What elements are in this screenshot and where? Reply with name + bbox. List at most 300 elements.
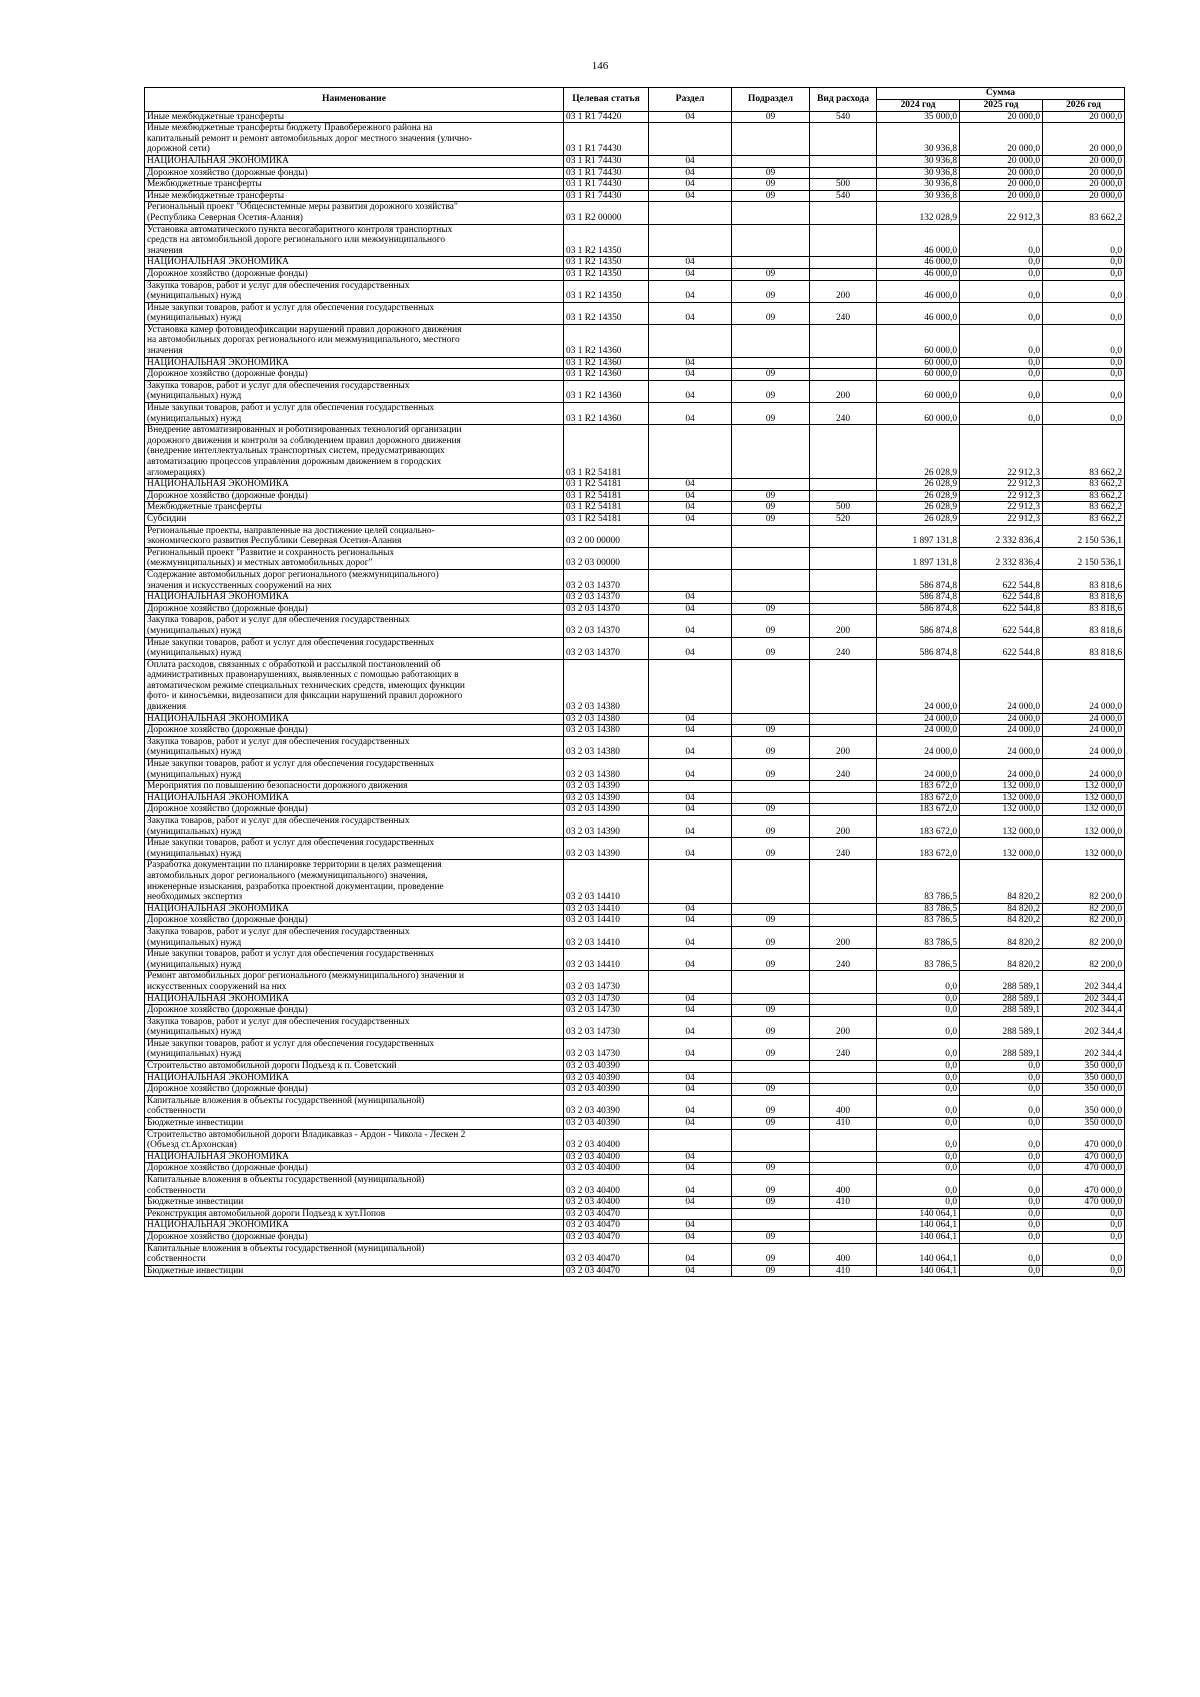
cell-sum-2024: 140 064,1	[877, 1208, 960, 1220]
cell-expense-type: 540	[810, 111, 877, 123]
cell-section: 04	[649, 759, 732, 781]
cell-subsection	[732, 155, 810, 167]
cell-target-article: 03 2 03 14380	[564, 725, 649, 737]
cell-sum-2026: 83 662,2	[1043, 425, 1125, 479]
cell-target-article: 03 2 03 14370	[564, 637, 649, 659]
cell-subsection	[732, 1129, 810, 1151]
cell-section: 04	[649, 1265, 732, 1277]
cell-expense-type	[810, 357, 877, 369]
table-row	[145, 490, 1125, 502]
cell-section: 04	[649, 155, 732, 167]
cell-expense-type	[810, 1208, 877, 1220]
page-number: 146	[591, 60, 609, 72]
cell-expense-type	[810, 123, 877, 156]
cell-name: Бюджетные инвестиции	[145, 1197, 564, 1209]
cell-expense-type: 200	[810, 380, 877, 402]
cell-sum-2026: 82 200,0	[1043, 860, 1125, 903]
cell-sum-2025: 20 000,0	[960, 190, 1043, 202]
cell-name: Установка автоматического пункта весогабаритного контроля транспортных средств на автомобильной дороге регионального или межмуниципального значения	[145, 224, 564, 257]
cell-sum-2026: 83 818,6	[1043, 569, 1125, 591]
cell-subsection: 09	[732, 302, 810, 324]
cell-sum-2025: 2 332 836,4	[960, 525, 1043, 547]
table-row	[145, 324, 1125, 357]
cell-expense-type	[810, 369, 877, 381]
cell-subsection: 09	[732, 949, 810, 971]
cell-expense-type	[810, 224, 877, 257]
cell-sum-2025: 84 820,2	[960, 860, 1043, 903]
cell-sum-2025: 622 544,8	[960, 637, 1043, 659]
cell-target-article: 03 1 R2 14360	[564, 369, 649, 381]
cell-sum-2026: 0,0	[1043, 257, 1125, 269]
cell-target-article: 03 1 R2 14350	[564, 268, 649, 280]
cell-sum-2025: 0,0	[960, 1095, 1043, 1117]
cell-target-article: 03 2 03 14730	[564, 971, 649, 993]
cell-section: 04	[649, 713, 732, 725]
cell-sum-2025: 0,0	[960, 1129, 1043, 1151]
cell-sum-2024: 0,0	[877, 971, 960, 993]
cell-sum-2024: 83 786,5	[877, 926, 960, 948]
cell-sum-2025: 0,0	[960, 1265, 1043, 1277]
cell-subsection	[732, 903, 810, 915]
table-row	[145, 111, 1125, 123]
cell-target-article: 03 2 03 14410	[564, 860, 649, 903]
cell-name: Закупка товаров, работ и услуг для обеспечения государственных (муниципальных) нужд	[145, 1016, 564, 1038]
cell-target-article: 03 2 03 14370	[564, 615, 649, 637]
header-sum: Сумма	[877, 88, 1125, 100]
cell-subsection: 09	[732, 369, 810, 381]
cell-name: Иные закупки товаров, работ и услуг для обеспечения государственных (муниципальных) нужд	[145, 759, 564, 781]
cell-sum-2024: 83 786,5	[877, 860, 960, 903]
table-row	[145, 403, 1125, 425]
cell-section: 04	[649, 1197, 732, 1209]
cell-name: Закупка товаров, работ и услуг для обеспечения государственных (муниципальных) нужд	[145, 816, 564, 838]
cell-sum-2024: 0,0	[877, 1129, 960, 1151]
cell-sum-2024: 24 000,0	[877, 659, 960, 713]
header-year-2024: 2024 год	[877, 99, 960, 111]
cell-expense-type	[810, 903, 877, 915]
cell-expense-type	[810, 971, 877, 993]
table-row	[145, 1163, 1125, 1175]
cell-target-article: 03 1 R2 54181	[564, 425, 649, 479]
cell-sum-2026: 470 000,0	[1043, 1197, 1125, 1209]
cell-expense-type	[810, 425, 877, 479]
cell-sum-2024: 0,0	[877, 1005, 960, 1017]
cell-sum-2026: 470 000,0	[1043, 1129, 1125, 1151]
cell-section: 04	[649, 915, 732, 927]
cell-name: Дорожное хозяйство (дорожные фонды)	[145, 268, 564, 280]
cell-expense-type	[810, 860, 877, 903]
table-row	[145, 302, 1125, 324]
cell-sum-2025: 132 000,0	[960, 781, 1043, 793]
cell-sum-2025: 622 544,8	[960, 569, 1043, 591]
cell-name: Иные закупки товаров, работ и услуг для обеспечения государственных (муниципальных) нужд	[145, 1038, 564, 1060]
table-row	[145, 280, 1125, 302]
cell-expense-type	[810, 324, 877, 357]
cell-section	[649, 860, 732, 903]
cell-subsection: 09	[732, 1084, 810, 1096]
cell-sum-2026: 202 344,4	[1043, 1005, 1125, 1017]
cell-name: Иные закупки товаров, работ и услуг для обеспечения государственных (муниципальных) нужд	[145, 949, 564, 971]
cell-section: 04	[649, 1243, 732, 1265]
cell-subsection	[732, 1220, 810, 1232]
cell-section	[649, 123, 732, 156]
table-row	[145, 1265, 1125, 1277]
cell-sum-2024: 183 672,0	[877, 781, 960, 793]
cell-sum-2024: 60 000,0	[877, 357, 960, 369]
cell-name: НАЦИОНАЛЬНАЯ ЭКОНОМИКА	[145, 257, 564, 269]
cell-target-article: 03 2 03 14730	[564, 1016, 649, 1038]
cell-name: НАЦИОНАЛЬНАЯ ЭКОНОМИКА	[145, 903, 564, 915]
cell-target-article: 03 1 R2 54181	[564, 502, 649, 514]
table-row	[145, 268, 1125, 280]
cell-target-article: 03 2 03 14380	[564, 736, 649, 758]
cell-section: 04	[649, 603, 732, 615]
cell-sum-2024: 586 874,8	[877, 615, 960, 637]
cell-expense-type	[810, 1129, 877, 1151]
cell-section: 04	[649, 502, 732, 514]
table-row	[145, 1231, 1125, 1243]
cell-sum-2024: 183 672,0	[877, 804, 960, 816]
cell-sum-2024: 140 064,1	[877, 1265, 960, 1277]
cell-target-article: 03 2 03 14390	[564, 838, 649, 860]
cell-sum-2024: 46 000,0	[877, 257, 960, 269]
cell-section	[649, 202, 732, 224]
cell-section: 04	[649, 1175, 732, 1197]
cell-sum-2024: 183 672,0	[877, 792, 960, 804]
cell-expense-type	[810, 490, 877, 502]
cell-subsection: 09	[732, 1038, 810, 1060]
cell-sum-2024: 26 028,9	[877, 513, 960, 525]
cell-sum-2026: 0,0	[1043, 1243, 1125, 1265]
cell-sum-2024: 24 000,0	[877, 736, 960, 758]
cell-sum-2024: 83 786,5	[877, 903, 960, 915]
cell-subsection: 09	[732, 1265, 810, 1277]
cell-sum-2024: 0,0	[877, 1175, 960, 1197]
cell-sum-2026: 20 000,0	[1043, 179, 1125, 191]
cell-subsection: 09	[732, 759, 810, 781]
cell-subsection	[732, 569, 810, 591]
cell-expense-type	[810, 915, 877, 927]
cell-sum-2026: 0,0	[1043, 268, 1125, 280]
cell-section: 04	[649, 369, 732, 381]
header-year-2025: 2025 год	[960, 99, 1043, 111]
cell-expense-type	[810, 1151, 877, 1163]
cell-name: Региональные проекты, направленные на достижение целей социально- экономического развития Республики Северная Осетия-Алания	[145, 525, 564, 547]
cell-target-article: 03 2 03 14730	[564, 1038, 649, 1060]
cell-sum-2024: 0,0	[877, 1163, 960, 1175]
cell-sum-2026: 0,0	[1043, 302, 1125, 324]
cell-name: Разработка документации по планировке территории в целях размещения автомобильных дорог регионального (межмуниципального) значения, инженерные изыскания, разработка проектной документации, проведение необходимых экспертиз	[145, 860, 564, 903]
cell-name: Дорожное хозяйство (дорожные фонды)	[145, 804, 564, 816]
cell-subsection	[732, 659, 810, 713]
cell-target-article: 03 1 R2 14350	[564, 224, 649, 257]
cell-sum-2025: 288 589,1	[960, 993, 1043, 1005]
cell-name: Дорожное хозяйство (дорожные фонды)	[145, 490, 564, 502]
cell-target-article: 03 2 03 14380	[564, 659, 649, 713]
cell-sum-2026: 0,0	[1043, 280, 1125, 302]
cell-target-article: 03 1 R2 14350	[564, 280, 649, 302]
cell-expense-type	[810, 1072, 877, 1084]
cell-sum-2026: 20 000,0	[1043, 155, 1125, 167]
header-name: Наименование	[145, 88, 564, 112]
table-row	[145, 736, 1125, 758]
cell-sum-2026: 350 000,0	[1043, 1061, 1125, 1073]
cell-name: Дорожное хозяйство (дорожные фонды)	[145, 1163, 564, 1175]
cell-subsection	[732, 479, 810, 491]
cell-section: 04	[649, 167, 732, 179]
cell-expense-type: 200	[810, 1016, 877, 1038]
cell-sum-2024: 30 936,8	[877, 155, 960, 167]
cell-sum-2026: 132 000,0	[1043, 792, 1125, 804]
cell-sum-2026: 0,0	[1043, 224, 1125, 257]
cell-sum-2026: 132 000,0	[1043, 838, 1125, 860]
table-row	[145, 993, 1125, 1005]
cell-name: Иные межбюджетные трансферты	[145, 190, 564, 202]
cell-sum-2025: 0,0	[960, 224, 1043, 257]
table-row	[145, 1175, 1125, 1197]
cell-expense-type: 410	[810, 1118, 877, 1130]
cell-sum-2024: 1 897 131,8	[877, 547, 960, 569]
cell-sum-2026: 82 200,0	[1043, 903, 1125, 915]
cell-sum-2026: 0,0	[1043, 369, 1125, 381]
cell-name: Мероприятия по повышению безопасности дорожного движения	[145, 781, 564, 793]
cell-sum-2025: 0,0	[960, 302, 1043, 324]
cell-sum-2026: 20 000,0	[1043, 190, 1125, 202]
table-row	[145, 592, 1125, 604]
cell-sum-2026: 0,0	[1043, 1231, 1125, 1243]
cell-sum-2024: 586 874,8	[877, 592, 960, 604]
cell-subsection: 09	[732, 111, 810, 123]
cell-sum-2024: 586 874,8	[877, 569, 960, 591]
table-row	[145, 1095, 1125, 1117]
cell-sum-2024: 30 936,8	[877, 179, 960, 191]
cell-sum-2024: 0,0	[877, 1197, 960, 1209]
cell-name: Дорожное хозяйство (дорожные фонды)	[145, 369, 564, 381]
cell-target-article: 03 2 03 00000	[564, 547, 649, 569]
cell-name: Иные закупки товаров, работ и услуг для обеспечения государственных (муниципальных) нужд	[145, 637, 564, 659]
cell-sum-2024: 60 000,0	[877, 324, 960, 357]
table-row	[145, 167, 1125, 179]
cell-subsection	[732, 781, 810, 793]
cell-sum-2025: 0,0	[960, 268, 1043, 280]
cell-sum-2026: 202 344,4	[1043, 1016, 1125, 1038]
cell-sum-2026: 24 000,0	[1043, 713, 1125, 725]
cell-sum-2026: 0,0	[1043, 357, 1125, 369]
cell-expense-type	[810, 547, 877, 569]
cell-sum-2024: 83 786,5	[877, 915, 960, 927]
cell-name: Иные закупки товаров, работ и услуг для обеспечения государственных (муниципальных) нужд	[145, 302, 564, 324]
cell-target-article: 03 2 03 40400	[564, 1163, 649, 1175]
cell-section	[649, 971, 732, 993]
cell-expense-type	[810, 1231, 877, 1243]
cell-subsection: 09	[732, 1163, 810, 1175]
cell-expense-type	[810, 479, 877, 491]
cell-sum-2024: 0,0	[877, 993, 960, 1005]
cell-sum-2025: 0,0	[960, 1072, 1043, 1084]
cell-sum-2026: 82 200,0	[1043, 949, 1125, 971]
cell-name: Закупка товаров, работ и услуг для обеспечения государственных (муниципальных) нужд	[145, 280, 564, 302]
table-row	[145, 547, 1125, 569]
cell-target-article: 03 2 03 14410	[564, 915, 649, 927]
table-row	[145, 1197, 1125, 1209]
cell-sum-2024: 30 936,8	[877, 167, 960, 179]
cell-target-article: 03 2 03 14730	[564, 1005, 649, 1017]
cell-subsection: 09	[732, 502, 810, 514]
table-row	[145, 525, 1125, 547]
cell-sum-2025: 0,0	[960, 1163, 1043, 1175]
cell-target-article: 03 1 R2 54181	[564, 513, 649, 525]
cell-expense-type	[810, 804, 877, 816]
cell-target-article: 03 2 03 40470	[564, 1243, 649, 1265]
cell-sum-2025: 84 820,2	[960, 915, 1043, 927]
cell-subsection: 09	[732, 1197, 810, 1209]
cell-section: 04	[649, 111, 732, 123]
table-row	[145, 357, 1125, 369]
cell-subsection: 09	[732, 804, 810, 816]
cell-sum-2025: 24 000,0	[960, 759, 1043, 781]
cell-sum-2026: 470 000,0	[1043, 1163, 1125, 1175]
cell-expense-type: 240	[810, 1038, 877, 1060]
cell-target-article: 03 2 03 14380	[564, 713, 649, 725]
cell-expense-type: 410	[810, 1197, 877, 1209]
cell-section: 04	[649, 479, 732, 491]
table-row	[145, 123, 1125, 156]
cell-section: 04	[649, 268, 732, 280]
cell-sum-2026: 82 200,0	[1043, 915, 1125, 927]
cell-target-article: 03 2 03 14410	[564, 949, 649, 971]
cell-subsection	[732, 357, 810, 369]
cell-name: НАЦИОНАЛЬНАЯ ЭКОНОМИКА	[145, 155, 564, 167]
cell-target-article: 03 2 03 40400	[564, 1175, 649, 1197]
table-row	[145, 1038, 1125, 1060]
cell-name: Дорожное хозяйство (дорожные фонды)	[145, 1231, 564, 1243]
cell-expense-type	[810, 725, 877, 737]
cell-name: Иные закупки товаров, работ и услуг для обеспечения государственных (муниципальных) нужд	[145, 838, 564, 860]
cell-name: НАЦИОНАЛЬНАЯ ЭКОНОМИКА	[145, 792, 564, 804]
cell-target-article: 03 2 03 40400	[564, 1129, 649, 1151]
cell-name: Иные межбюджетные трансферты	[145, 111, 564, 123]
table-row	[145, 257, 1125, 269]
cell-sum-2026: 24 000,0	[1043, 659, 1125, 713]
cell-subsection	[732, 425, 810, 479]
cell-expense-type: 200	[810, 615, 877, 637]
cell-subsection	[732, 971, 810, 993]
cell-subsection: 09	[732, 1243, 810, 1265]
table-row	[145, 603, 1125, 615]
cell-sum-2026: 83 662,2	[1043, 513, 1125, 525]
cell-section: 04	[649, 1095, 732, 1117]
cell-subsection	[732, 525, 810, 547]
cell-target-article: 03 2 03 40400	[564, 1151, 649, 1163]
cell-section: 04	[649, 1084, 732, 1096]
cell-section: 04	[649, 257, 732, 269]
cell-name: Ремонт автомобильных дорог регионального (межмуниципального) значения и искусственных сооружений на них	[145, 971, 564, 993]
header-subsection: Подраздел	[732, 88, 810, 112]
cell-expense-type: 500	[810, 502, 877, 514]
table-row	[145, 380, 1125, 402]
cell-sum-2026: 350 000,0	[1043, 1072, 1125, 1084]
cell-sum-2025: 84 820,2	[960, 903, 1043, 915]
cell-expense-type: 200	[810, 926, 877, 948]
cell-target-article: 03 2 03 14370	[564, 592, 649, 604]
cell-section: 04	[649, 804, 732, 816]
cell-sum-2025: 288 589,1	[960, 1005, 1043, 1017]
cell-name: Межбюджетные трансферты	[145, 502, 564, 514]
cell-sum-2025: 132 000,0	[960, 816, 1043, 838]
cell-target-article: 03 1 R2 14360	[564, 357, 649, 369]
cell-subsection	[732, 1151, 810, 1163]
cell-subsection: 09	[732, 403, 810, 425]
cell-section: 04	[649, 490, 732, 502]
header-year-2026: 2026 год	[1043, 99, 1125, 111]
cell-name: НАЦИОНАЛЬНАЯ ЭКОНОМИКА	[145, 1220, 564, 1232]
cell-expense-type: 400	[810, 1243, 877, 1265]
cell-name: Дорожное хозяйство (дорожные фонды)	[145, 1084, 564, 1096]
cell-sum-2026: 132 000,0	[1043, 816, 1125, 838]
cell-expense-type: 240	[810, 838, 877, 860]
cell-sum-2024: 35 000,0	[877, 111, 960, 123]
cell-subsection	[732, 592, 810, 604]
cell-sum-2025: 84 820,2	[960, 926, 1043, 948]
cell-sum-2024: 0,0	[877, 1038, 960, 1060]
table-row	[145, 926, 1125, 948]
table-row	[145, 1151, 1125, 1163]
table-row	[145, 860, 1125, 903]
table-row	[145, 1129, 1125, 1151]
table-row	[145, 781, 1125, 793]
cell-sum-2026: 350 000,0	[1043, 1084, 1125, 1096]
cell-sum-2026: 0,0	[1043, 380, 1125, 402]
cell-subsection: 09	[732, 380, 810, 402]
cell-subsection	[732, 123, 810, 156]
table-header	[145, 88, 1125, 112]
cell-expense-type	[810, 603, 877, 615]
cell-sum-2024: 46 000,0	[877, 268, 960, 280]
cell-name: Закупка товаров, работ и услуг для обеспечения государственных (муниципальных) нужд	[145, 615, 564, 637]
cell-sum-2025: 0,0	[960, 280, 1043, 302]
cell-sum-2025: 622 544,8	[960, 615, 1043, 637]
cell-sum-2024: 0,0	[877, 1151, 960, 1163]
cell-name: Региональный проект "Развитие и сохранность региональных (межмуниципальных) и местных автомобильных дорог"	[145, 547, 564, 569]
table-row	[145, 369, 1125, 381]
cell-sum-2025: 22 912,3	[960, 502, 1043, 514]
table-row	[145, 425, 1125, 479]
cell-expense-type	[810, 202, 877, 224]
cell-subsection: 09	[732, 838, 810, 860]
cell-sum-2025: 22 912,3	[960, 490, 1043, 502]
table-row	[145, 792, 1125, 804]
cell-sum-2026: 0,0	[1043, 324, 1125, 357]
cell-name: Капитальные вложения в объекты государственной (муниципальной) собственности	[145, 1095, 564, 1117]
cell-sum-2026: 82 200,0	[1043, 926, 1125, 948]
cell-name: Содержание автомобильных дорог регионального (межмуниципального) значения и искусственных сооружений на них	[145, 569, 564, 591]
cell-sum-2026: 83 662,2	[1043, 479, 1125, 491]
cell-section: 04	[649, 838, 732, 860]
cell-subsection: 09	[732, 926, 810, 948]
cell-sum-2024: 30 936,8	[877, 190, 960, 202]
cell-subsection: 09	[732, 615, 810, 637]
cell-name: Дорожное хозяйство (дорожные фонды)	[145, 603, 564, 615]
cell-subsection	[732, 792, 810, 804]
cell-section: 04	[649, 903, 732, 915]
cell-subsection	[732, 224, 810, 257]
table-row	[145, 1220, 1125, 1232]
cell-sum-2024: 0,0	[877, 1061, 960, 1073]
cell-sum-2025: 20 000,0	[960, 179, 1043, 191]
cell-section: 04	[649, 1072, 732, 1084]
cell-sum-2026: 2 150 536,1	[1043, 547, 1125, 569]
cell-sum-2024: 140 064,1	[877, 1220, 960, 1232]
